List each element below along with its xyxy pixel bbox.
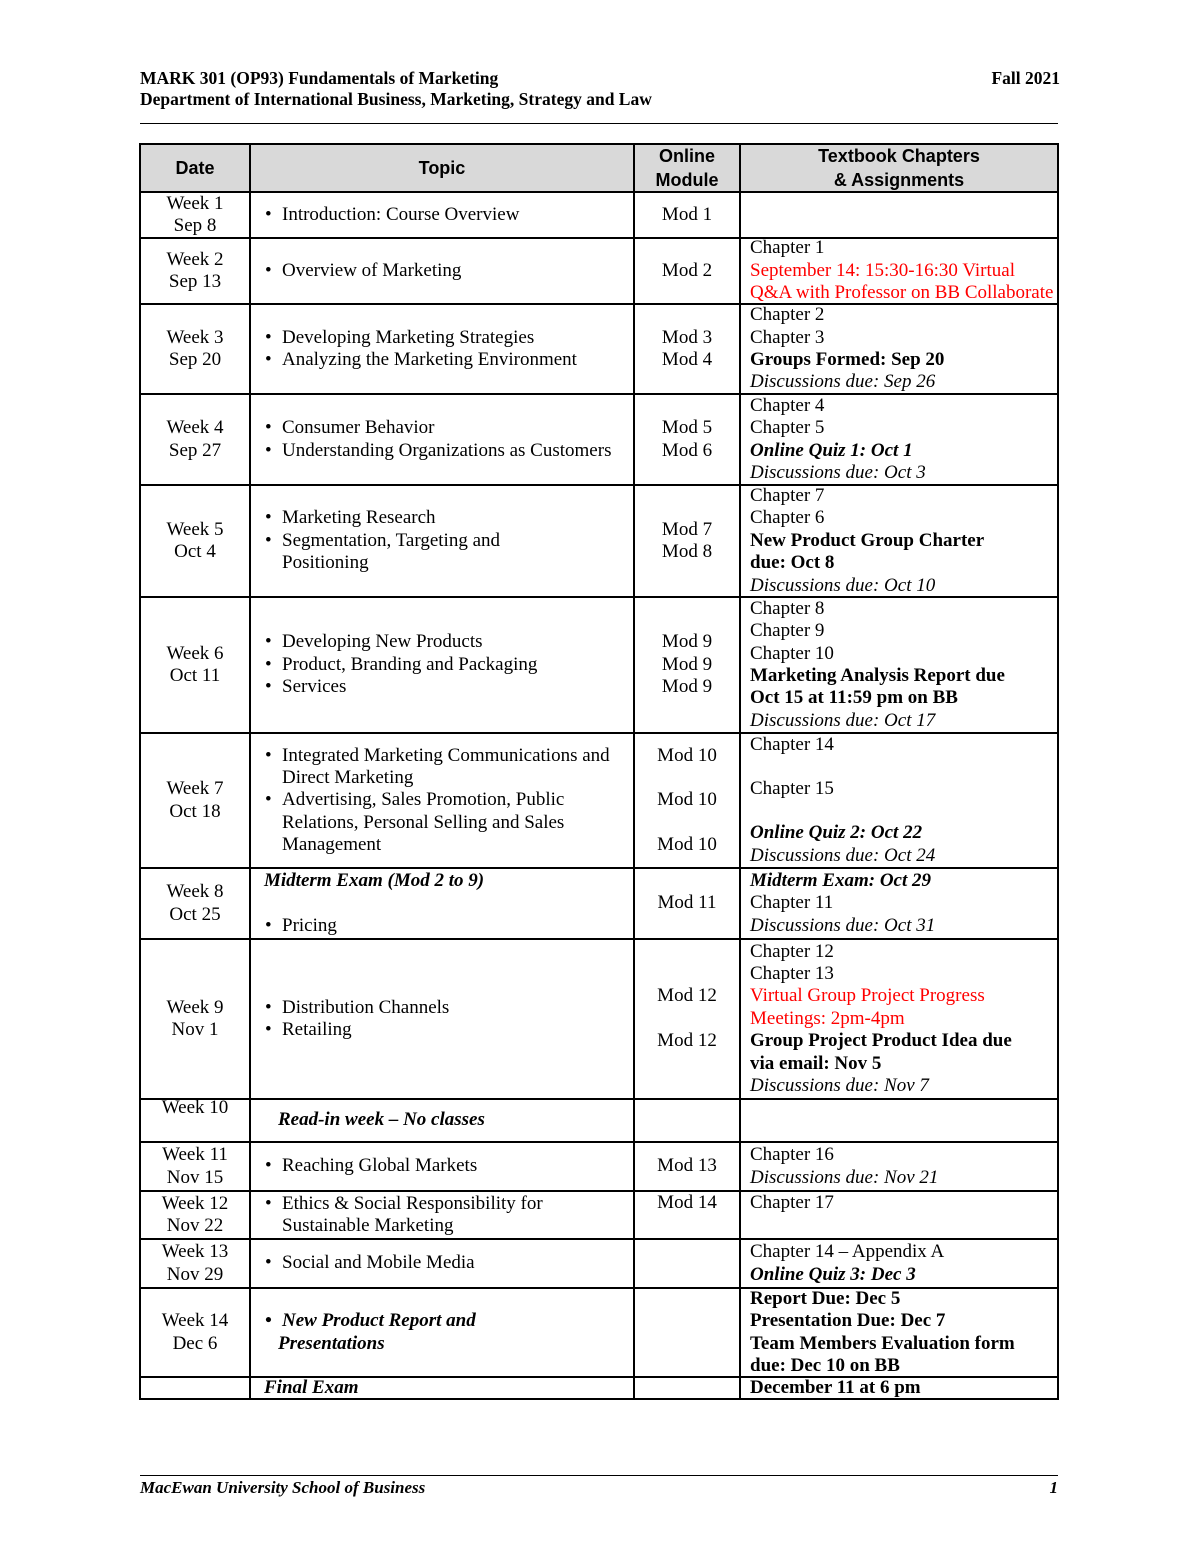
module-label: Mod 3 bbox=[661, 326, 713, 348]
date-label: Oct 11 bbox=[169, 665, 221, 686]
date-label: Oct 25 bbox=[169, 903, 221, 925]
quiz-date-text: Online Quiz 2: Oct 22 bbox=[750, 822, 923, 844]
quiz-date-text: Online Quiz 3: Dec 3 bbox=[750, 1263, 916, 1285]
table-row bbox=[141, 395, 1059, 486]
module-label: Mod 13 bbox=[657, 1155, 717, 1177]
week-label: Week 6 bbox=[166, 642, 224, 664]
chapter-line: Chapter 8 bbox=[750, 597, 825, 619]
date-cell bbox=[141, 305, 251, 393]
column-header-textbook-label: & Assignments bbox=[833, 170, 965, 190]
topic-item-continuation: Presentations bbox=[278, 1332, 385, 1354]
date-cell bbox=[141, 1097, 251, 1141]
date-cell bbox=[141, 869, 251, 938]
deadline-text: Marketing Analysis Report due bbox=[750, 665, 1005, 686]
topic-item: • Distribution Channels bbox=[251, 997, 633, 1019]
textbook-cell bbox=[741, 1192, 1059, 1238]
module-label: Mod 10 bbox=[657, 744, 717, 766]
topic-item: • Retailing bbox=[251, 1019, 633, 1041]
deadline-text: via email: Nov 5 bbox=[750, 1052, 882, 1074]
topic-item: • Services bbox=[251, 676, 633, 698]
quiz-date-text: Online Quiz 1: Oct 1 bbox=[750, 439, 913, 461]
week-label: Week 14 bbox=[161, 1310, 229, 1332]
chapter-line: Chapter 12 bbox=[750, 940, 834, 962]
topic-cell bbox=[251, 734, 635, 867]
topic-cell bbox=[251, 486, 635, 596]
date-cell bbox=[141, 239, 251, 303]
date-label: Sep 20 bbox=[168, 349, 222, 370]
table-row bbox=[141, 940, 1059, 1100]
topic-item-continuation: Relations, Personal Selling and Sales bbox=[282, 811, 565, 833]
virtual-session-note: September 14: 15:30-16:30 Virtual bbox=[750, 259, 1015, 281]
date-cell bbox=[141, 1192, 251, 1238]
module-label: Mod 12 bbox=[657, 985, 717, 1007]
virtual-session-note: Q&A with Professor on BB Collaborate bbox=[750, 282, 1054, 304]
date-cell bbox=[141, 193, 251, 237]
school-name: MacEwan University School of Business bbox=[140, 1478, 426, 1497]
topic-cell bbox=[251, 305, 635, 393]
table-row bbox=[141, 1097, 1059, 1143]
textbook-cell bbox=[741, 193, 1059, 237]
chapter-line: Chapter 9 bbox=[750, 620, 825, 642]
textbook-cell bbox=[741, 395, 1059, 484]
chapter-line: Chapter 17 bbox=[750, 1192, 834, 1213]
topic-item: • Introduction: Course Overview bbox=[251, 204, 633, 226]
date-cell bbox=[141, 598, 251, 732]
table-row bbox=[141, 734, 1059, 869]
deadline-text: due: Oct 8 bbox=[750, 552, 835, 574]
exam-date-text: Midterm Exam: Oct 29 bbox=[750, 869, 932, 891]
table-row bbox=[141, 1192, 1059, 1240]
final-exam-date: December 11 at 6 pm bbox=[750, 1376, 921, 1398]
module-label: Mod 5 bbox=[661, 417, 713, 439]
module-cell bbox=[635, 598, 741, 732]
module-label: Mod 12 bbox=[657, 1030, 717, 1052]
topic-cell bbox=[251, 940, 635, 1098]
table-row bbox=[141, 869, 1059, 940]
textbook-cell bbox=[741, 1143, 1059, 1190]
textbook-cell bbox=[741, 239, 1059, 303]
topic-item: • Analyzing the Marketing Environment bbox=[251, 349, 633, 371]
topic-item: • Pricing bbox=[251, 915, 633, 937]
progress-meeting-note: Meetings: 2pm-4pm bbox=[750, 1007, 905, 1029]
deadline-text: Team Members Evaluation form bbox=[750, 1332, 1015, 1354]
table-row bbox=[141, 305, 1059, 395]
date-label: Dec 6 bbox=[172, 1332, 218, 1354]
topic-item: • Social and Mobile Media bbox=[251, 1252, 633, 1274]
date-cell bbox=[141, 1289, 251, 1376]
topic-item: • Segmentation, Targeting and bbox=[251, 530, 633, 552]
module-label: Mod 1 bbox=[661, 203, 713, 225]
page-number: 1 bbox=[1049, 1478, 1058, 1497]
chapter-line: Chapter 3 bbox=[750, 326, 825, 348]
department-name: Department of International Business, Marketing, Strategy and Law bbox=[140, 89, 652, 109]
week-label: Week 7 bbox=[166, 778, 224, 800]
topic-cell bbox=[251, 1100, 635, 1141]
topic-cell bbox=[251, 1240, 635, 1287]
midterm-exam-label: Midterm Exam (Mod 2 to 9) bbox=[264, 869, 485, 891]
topic-item: • Advertising, Sales Promotion, Public bbox=[251, 789, 633, 811]
blank-line bbox=[251, 892, 633, 914]
module-cell bbox=[635, 305, 741, 393]
date-label: Oct 18 bbox=[169, 800, 221, 822]
topic-cell bbox=[251, 1289, 635, 1376]
date-cell bbox=[141, 1378, 251, 1398]
progress-meeting-note: Virtual Group Project Progress bbox=[750, 985, 985, 1007]
date-label: Oct 4 bbox=[174, 541, 216, 562]
textbook-cell bbox=[741, 869, 1059, 938]
date-label: Nov 1 bbox=[171, 1019, 219, 1040]
schedule-table bbox=[139, 143, 1059, 1400]
topic-item-continuation: Direct Marketing bbox=[282, 766, 414, 788]
chapter-line: Chapter 11 bbox=[750, 892, 834, 914]
topic-item: • Marketing Research bbox=[251, 507, 633, 529]
topic-item: • Reaching Global Markets bbox=[251, 1155, 633, 1177]
module-label: Mod 10 bbox=[657, 834, 717, 856]
discussion-due-text: Discussions due: Oct 17 bbox=[750, 709, 936, 731]
column-header-module-label: Module bbox=[655, 170, 719, 190]
week-label: Week 5 bbox=[166, 518, 224, 540]
discussion-due-text: Discussions due: Nov 21 bbox=[750, 1166, 939, 1188]
header-divider bbox=[140, 123, 1058, 124]
textbook-cell bbox=[741, 1289, 1059, 1376]
column-header-module bbox=[635, 145, 741, 191]
week-label: Week 8 bbox=[166, 881, 224, 903]
module-label: Mod 9 bbox=[661, 631, 713, 653]
footer-divider bbox=[140, 1475, 1058, 1476]
final-exam-label: Final Exam bbox=[264, 1376, 359, 1398]
module-cell bbox=[635, 869, 741, 938]
date-label: Sep 13 bbox=[168, 271, 222, 292]
week-label: Week 12 bbox=[161, 1192, 229, 1214]
module-cell bbox=[635, 1192, 741, 1238]
textbook-cell bbox=[741, 1378, 1059, 1398]
topic-item: • Developing Marketing Strategies bbox=[251, 327, 633, 349]
week-label: Week 13 bbox=[161, 1241, 229, 1263]
date-cell bbox=[141, 1240, 251, 1287]
deadline-text: due: Dec 10 on BB bbox=[750, 1354, 900, 1376]
module-cell bbox=[635, 1289, 741, 1376]
date-label: Nov 29 bbox=[166, 1263, 224, 1285]
date-label: Nov 22 bbox=[166, 1215, 224, 1236]
topic-item-continuation: Positioning bbox=[282, 552, 369, 574]
topic-item: • Product, Branding and Packaging bbox=[251, 654, 633, 676]
topic-cell bbox=[251, 1378, 635, 1398]
topic-cell bbox=[251, 869, 635, 938]
topic-item: • New Product Report and bbox=[251, 1310, 633, 1332]
module-label: Mod 2 bbox=[661, 259, 713, 281]
chapter-line: Chapter 2 bbox=[750, 304, 825, 326]
deadline-text: Groups Formed: Sep 20 bbox=[750, 349, 945, 370]
module-label: Mod 9 bbox=[661, 676, 713, 698]
column-header-topic-label: Topic bbox=[418, 158, 466, 178]
textbook-cell bbox=[741, 1240, 1059, 1287]
date-cell bbox=[141, 734, 251, 867]
module-label: Mod 11 bbox=[657, 892, 717, 914]
date-cell bbox=[141, 486, 251, 596]
week-label: Week 11 bbox=[162, 1144, 228, 1166]
module-cell bbox=[635, 193, 741, 237]
topic-item: • Developing New Products bbox=[251, 631, 633, 653]
discussion-due-text: Discussions due: Oct 24 bbox=[750, 844, 936, 866]
module-label: Mod 9 bbox=[661, 653, 713, 675]
discussion-due-text: Discussions due: Oct 31 bbox=[750, 914, 936, 936]
week-label: Week 10 bbox=[161, 1097, 229, 1118]
deadline-text: New Product Group Charter bbox=[750, 529, 985, 551]
module-cell bbox=[635, 1100, 741, 1141]
topic-item: • Consumer Behavior bbox=[251, 417, 633, 439]
discussion-due-text: Discussions due: Sep 26 bbox=[750, 371, 936, 393]
module-label: Mod 10 bbox=[657, 789, 717, 811]
topic-cell bbox=[251, 395, 635, 484]
module-cell bbox=[635, 940, 741, 1098]
date-label: Sep 8 bbox=[173, 215, 217, 236]
date-cell bbox=[141, 1143, 251, 1190]
module-label: Mod 7 bbox=[661, 518, 713, 540]
discussion-due-text: Discussions due: Nov 7 bbox=[750, 1074, 929, 1096]
module-cell bbox=[635, 1143, 741, 1190]
date-cell bbox=[141, 940, 251, 1098]
module-label: Mod 6 bbox=[661, 439, 713, 461]
chapter-line: Chapter 10 bbox=[750, 642, 834, 664]
table-row bbox=[141, 598, 1059, 734]
chapter-line: Chapter 15 bbox=[750, 778, 834, 800]
discussion-due-text: Discussions due: Oct 3 bbox=[750, 461, 926, 483]
module-label: Mod 8 bbox=[661, 541, 713, 562]
topic-item: • Understanding Organizations as Customers bbox=[251, 440, 633, 462]
table-row bbox=[141, 1143, 1059, 1192]
topic-cell bbox=[251, 598, 635, 732]
week-label: Week 1 bbox=[166, 192, 224, 214]
topic-cell bbox=[251, 193, 635, 237]
module-cell bbox=[635, 486, 741, 596]
module-cell bbox=[635, 734, 741, 867]
module-cell bbox=[635, 239, 741, 303]
date-label: Nov 15 bbox=[166, 1166, 224, 1188]
week-label: Week 9 bbox=[166, 996, 224, 1018]
module-label: Mod 4 bbox=[661, 349, 713, 370]
table-row bbox=[141, 1289, 1059, 1378]
course-title: MARK 301 (OP93) Fundamentals of Marketing bbox=[140, 68, 499, 88]
page-footer bbox=[140, 1478, 1058, 1498]
topic-cell bbox=[251, 1192, 635, 1238]
topic-item: • Integrated Marketing Communications and bbox=[251, 745, 633, 767]
blank-line bbox=[750, 801, 1057, 823]
discussion-due-text: Discussions due: Oct 10 bbox=[750, 574, 936, 596]
topic-cell bbox=[251, 239, 635, 303]
column-header-topic bbox=[251, 145, 635, 191]
chapter-line: Chapter 4 bbox=[750, 394, 825, 416]
column-header-textbook bbox=[741, 145, 1059, 191]
column-header-module-label: Online bbox=[658, 146, 715, 166]
textbook-cell bbox=[741, 1100, 1059, 1141]
module-cell bbox=[635, 395, 741, 484]
term-label: Fall 2021 bbox=[991, 68, 1060, 88]
textbook-cell bbox=[741, 486, 1059, 596]
chapter-line: Chapter 14 – Appendix A bbox=[750, 1241, 945, 1263]
table-header-row bbox=[141, 145, 1059, 193]
table-row bbox=[141, 193, 1059, 239]
table-row bbox=[141, 239, 1059, 305]
chapter-line: Chapter 6 bbox=[750, 507, 825, 529]
chapter-line: Chapter 7 bbox=[750, 485, 825, 507]
topic-item: • Overview of Marketing bbox=[251, 260, 633, 282]
textbook-cell bbox=[741, 305, 1059, 393]
module-label: Mod 14 bbox=[657, 1192, 717, 1213]
deadline-text: Group Project Product Idea due bbox=[750, 1030, 1012, 1052]
deadline-text: Oct 15 at 11:59 pm on BB bbox=[750, 687, 958, 709]
topic-cell bbox=[251, 1143, 635, 1190]
textbook-cell bbox=[741, 940, 1059, 1098]
chapter-line: Chapter 13 bbox=[750, 963, 834, 985]
module-cell bbox=[635, 1240, 741, 1287]
table-row bbox=[141, 1378, 1059, 1400]
column-header-textbook-label: Textbook Chapters bbox=[818, 146, 980, 166]
chapter-line: Chapter 5 bbox=[750, 417, 825, 439]
topic-item: • Ethics & Social Responsibility for bbox=[251, 1193, 633, 1215]
deadline-text: Presentation Due: Dec 7 bbox=[750, 1310, 946, 1332]
date-cell bbox=[141, 395, 251, 484]
blank-line bbox=[750, 756, 1057, 778]
table-row bbox=[141, 486, 1059, 598]
chapter-line: Chapter 14 bbox=[750, 734, 834, 755]
week-label: Week 3 bbox=[166, 326, 224, 348]
chapter-line: Chapter 16 bbox=[750, 1144, 834, 1166]
date-label: Sep 27 bbox=[168, 439, 222, 461]
chapter-line: Chapter 1 bbox=[750, 237, 825, 259]
textbook-cell bbox=[741, 734, 1059, 867]
module-cell bbox=[635, 1378, 741, 1398]
textbook-cell bbox=[741, 598, 1059, 732]
week-label: Week 4 bbox=[166, 417, 224, 439]
document-header bbox=[140, 68, 1060, 110]
week-label: Week 2 bbox=[166, 248, 224, 270]
topic-item-continuation: Sustainable Marketing bbox=[282, 1215, 454, 1236]
column-header-date-label: Date bbox=[175, 158, 215, 178]
read-in-week-label: Read-in week – No classes bbox=[278, 1109, 485, 1131]
column-header-date bbox=[141, 145, 251, 191]
topic-item-continuation: Management bbox=[282, 834, 382, 856]
deadline-text: Report Due: Dec 5 bbox=[750, 1287, 901, 1309]
table-row bbox=[141, 1240, 1059, 1289]
